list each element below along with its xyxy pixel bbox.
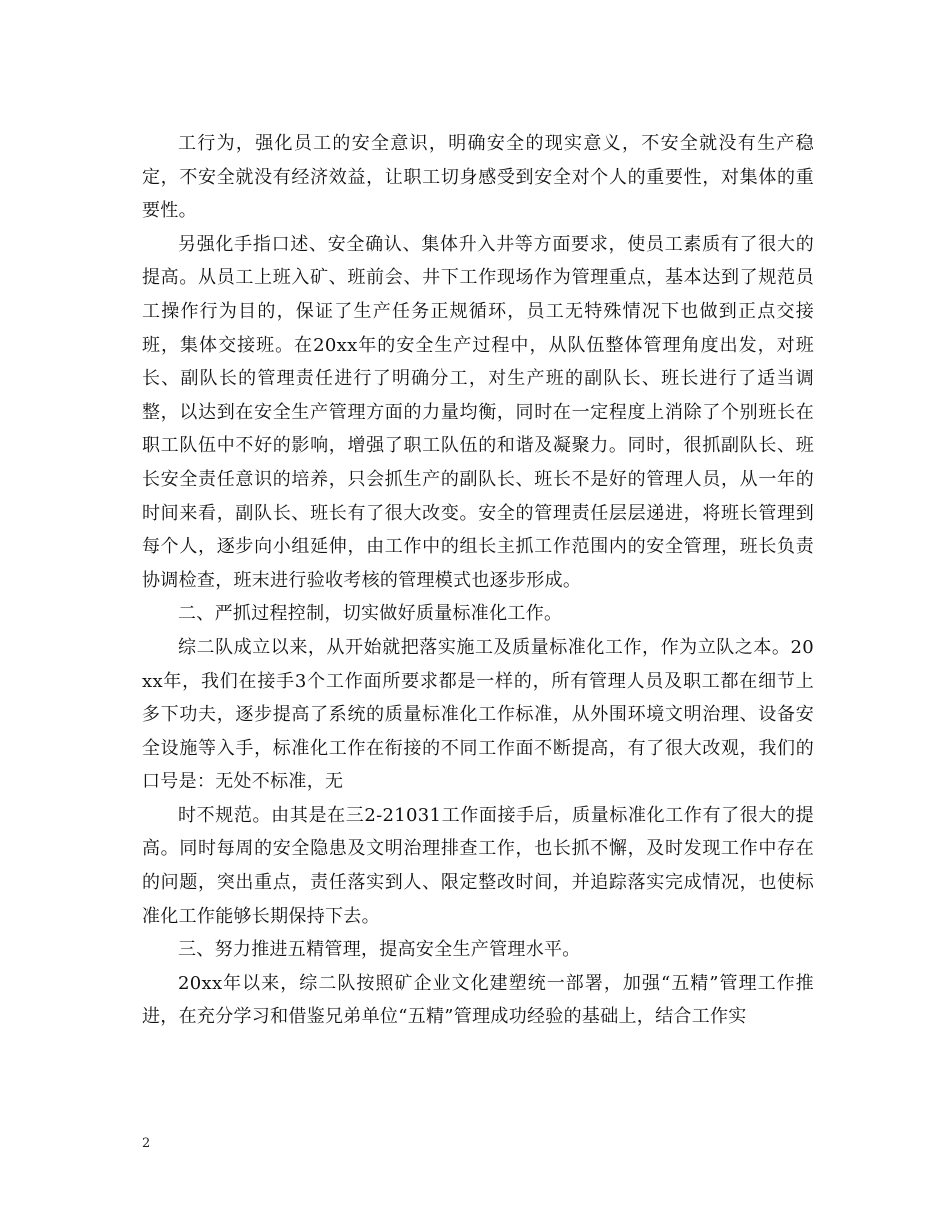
- paragraph-4: 时不规范。由其是在三2-21031工作面接手后，质量标准化工作有了很大的提高。同时每周的安全隐患及文明治理排查工作，也长抓不懈，及时发现工作中存在的问题，突出重点，责任落实到人、限定整改时间，并追踪落实完成情况，也使标准化工作能够长期保持下去。: [142, 804, 814, 927]
- page-number: 2: [142, 1136, 151, 1151]
- paragraph-1: 工行为，强化员工的安全意识，明确安全的现实意义，不安全就没有生产稳定，不安全就没有经济效益，让职工切身感受到安全对个人的重要性，对集体的重要性。: [142, 133, 814, 222]
- section-heading-2: 二、严抓过程控制，切实做好质量标准化工作。: [178, 603, 563, 625]
- section-heading-3: 三、努力推进五精管理，提高安全生产管理水平。: [178, 939, 581, 961]
- paragraph-2: 另强化手指口述、安全确认、集体升入井等方面要求，使员工素质有了很大的提高。从员工上班入矿、班前会、井下工作现场作为管理重点，基本达到了规范员工操作行为目的，保证了生产任务正规循环，员工无特殊情况下也做到正点交接班，集体交接班。在20xx年的安全生产过程中，从队伍整体管理角度出发，对班长、副队长的管理责任进行了明确分工，对生产班的副队长、班长进行了适当调整，以达到在安全生产管理方面的力量均衡，同时在一定程度上消除了个别班长在职工队伍中不好的影响，增强了职工队伍的和谐及凝聚力。同时，很抓副队长、班长安全责任意识的培养，只会抓生产的副队长、班长不是好的管理人员，从一年的时间来看，副队长、班长有了很大改变。安全的管理责任层层递进，将班长管理到每个人，逐步向小组延伸，由工作中的组长主抓工作范围内的安全管理，班长负责协调检查，班末进行验收考核的管理模式也逐步形成。: [142, 233, 814, 591]
- document-body: [142, 127, 814, 1034]
- paragraph-3: 综二队成立以来，从开始就把落实施工及质量标准化工作，作为立队之本。20xx年，我们在接手3个工作面所要求都是一样的，所有管理人员及职工都在细节上多下功夫，逐步提高了系统的质量标准化工作标准，从外围环境文明治理、设备安全设施等入手，标准化工作在衔接的不同工作面不断提高，有了很大改观，我们的口号是：无处不标准，无: [142, 636, 814, 793]
- paragraph-5: 20xx年以来，综二队按照矿企业文化建塑统一部署，加强“五精”管理工作推进，在充分学习和借鉴兄弟单位“五精”管理成功经验的基础上，结合工作实: [142, 972, 814, 1028]
